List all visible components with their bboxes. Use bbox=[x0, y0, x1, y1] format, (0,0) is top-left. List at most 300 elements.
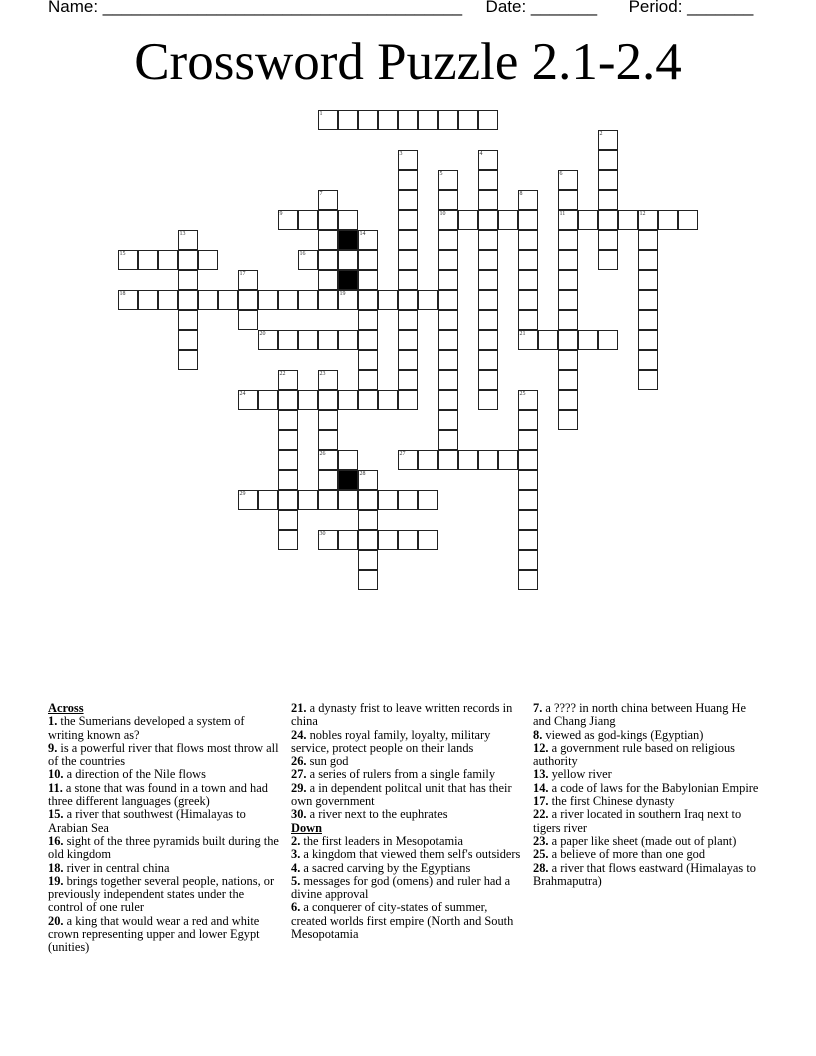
grid-cell[interactable] bbox=[478, 250, 498, 270]
clue-down-5 bbox=[291, 875, 523, 902]
grid-cell[interactable] bbox=[318, 370, 338, 390]
grid-cell[interactable] bbox=[278, 490, 298, 510]
clue-number: 8. bbox=[533, 727, 543, 742]
grid-cell[interactable] bbox=[378, 290, 398, 310]
clue-across-19 bbox=[48, 875, 280, 915]
grid-cell[interactable] bbox=[278, 390, 298, 410]
clue-text: sun god bbox=[306, 754, 349, 769]
grid-cell[interactable] bbox=[518, 510, 538, 530]
clue-number: 9. bbox=[48, 740, 58, 755]
grid-cell[interactable] bbox=[238, 390, 258, 410]
grid-cell[interactable] bbox=[338, 450, 358, 470]
clue-number: 20. bbox=[48, 913, 64, 928]
clue-text: a government rule based on religious authority bbox=[533, 740, 735, 769]
grid-cell[interactable] bbox=[358, 510, 378, 530]
grid-cell[interactable] bbox=[358, 390, 378, 410]
grid-cell[interactable] bbox=[618, 210, 638, 230]
grid-cell[interactable] bbox=[478, 330, 498, 350]
grid-cell[interactable] bbox=[558, 250, 578, 270]
grid-cell[interactable] bbox=[398, 170, 418, 190]
grid-cell[interactable] bbox=[398, 270, 418, 290]
grid-cell[interactable] bbox=[578, 210, 598, 230]
grid-cell[interactable] bbox=[338, 530, 358, 550]
grid-cell[interactable] bbox=[638, 250, 658, 270]
grid-cell[interactable] bbox=[478, 290, 498, 310]
grid-cell[interactable] bbox=[118, 250, 138, 270]
grid-cell[interactable] bbox=[138, 290, 158, 310]
grid-cell[interactable] bbox=[258, 390, 278, 410]
clue-across-26 bbox=[291, 755, 523, 768]
clue-text: sight of the three pyramids built during the old kingdom bbox=[48, 833, 279, 862]
grid-cell[interactable] bbox=[358, 330, 378, 350]
clue-number: 19 bbox=[339, 290, 346, 297]
grid-cell[interactable] bbox=[398, 390, 418, 410]
clue-number: 22 bbox=[279, 370, 286, 377]
grid-cell[interactable] bbox=[278, 370, 298, 390]
clue-number: 7 bbox=[319, 190, 323, 197]
grid-cell[interactable] bbox=[678, 210, 698, 230]
clue-text: a sacred carving by the Egyptians bbox=[300, 860, 471, 875]
black-cell bbox=[338, 230, 358, 250]
grid-cell[interactable] bbox=[438, 450, 458, 470]
clue-text: a kingdom that viewed them self's outsiders bbox=[300, 847, 521, 862]
grid-cell[interactable] bbox=[478, 110, 498, 130]
grid-cell[interactable] bbox=[278, 330, 298, 350]
clue-number: 10. bbox=[48, 767, 64, 782]
grid-cell[interactable] bbox=[318, 390, 338, 410]
clue-number: 26. bbox=[291, 754, 307, 769]
grid-cell[interactable] bbox=[558, 210, 578, 230]
grid-cell[interactable] bbox=[398, 110, 418, 130]
grid-cell[interactable] bbox=[418, 110, 438, 130]
grid-cell[interactable] bbox=[518, 270, 538, 290]
grid-cell[interactable] bbox=[378, 530, 398, 550]
grid-cell[interactable] bbox=[238, 290, 258, 310]
grid-cell[interactable] bbox=[518, 210, 538, 230]
clue-text: a king that would wear a red and white crown representing upper and lower Egypt (unities) bbox=[48, 913, 260, 955]
grid-cell[interactable] bbox=[398, 250, 418, 270]
grid-cell[interactable] bbox=[478, 270, 498, 290]
grid-cell[interactable] bbox=[398, 490, 418, 510]
grid-cell[interactable] bbox=[518, 450, 538, 470]
clue-number: 4 bbox=[479, 150, 483, 157]
grid-cell[interactable] bbox=[538, 330, 558, 350]
clue-number: 3 bbox=[399, 150, 403, 157]
clues-column-3 bbox=[533, 702, 765, 888]
grid-cell[interactable] bbox=[358, 290, 378, 310]
grid-cell[interactable] bbox=[598, 130, 618, 150]
clue-text: a believe of more than one god bbox=[548, 847, 706, 862]
grid-cell[interactable] bbox=[418, 450, 438, 470]
clue-number: 16 bbox=[299, 250, 306, 257]
grid-cell[interactable] bbox=[438, 190, 458, 210]
grid-cell[interactable] bbox=[478, 450, 498, 470]
grid-cell[interactable] bbox=[478, 170, 498, 190]
clue-down-28 bbox=[533, 862, 765, 889]
clues-column-1 bbox=[48, 702, 280, 955]
grid-cell[interactable] bbox=[498, 450, 518, 470]
grid-cell[interactable] bbox=[278, 290, 298, 310]
grid-cell[interactable] bbox=[418, 530, 438, 550]
grid-cell[interactable] bbox=[338, 330, 358, 350]
grid-cell[interactable] bbox=[558, 190, 578, 210]
grid-cell[interactable] bbox=[318, 470, 338, 490]
clue-down-25 bbox=[533, 848, 765, 861]
clue-number: 2 bbox=[599, 130, 603, 137]
grid-cell[interactable] bbox=[478, 150, 498, 170]
clue-number: 23 bbox=[319, 370, 326, 377]
grid-cell[interactable] bbox=[138, 250, 158, 270]
grid-cell[interactable] bbox=[518, 470, 538, 490]
grid-cell[interactable] bbox=[558, 170, 578, 190]
grid-cell[interactable] bbox=[378, 110, 398, 130]
clue-number: 23. bbox=[533, 833, 549, 848]
grid-cell[interactable] bbox=[278, 430, 298, 450]
clue-down-7 bbox=[533, 702, 765, 729]
grid-cell[interactable] bbox=[318, 270, 338, 290]
grid-cell[interactable] bbox=[298, 290, 318, 310]
name-field[interactable]: Name: ______________________________________ bbox=[48, 0, 463, 16]
grid-cell[interactable] bbox=[238, 270, 258, 290]
grid-cell[interactable] bbox=[438, 290, 458, 310]
grid-cell[interactable] bbox=[358, 310, 378, 330]
clue-number: 4. bbox=[291, 860, 301, 875]
grid-cell[interactable] bbox=[158, 250, 178, 270]
grid-cell[interactable] bbox=[418, 490, 438, 510]
grid-cell[interactable] bbox=[338, 290, 358, 310]
clue-text: a river next to the euphrates bbox=[306, 807, 448, 822]
grid-cell[interactable] bbox=[358, 250, 378, 270]
grid-cell[interactable] bbox=[318, 330, 338, 350]
clue-text: river in central china bbox=[63, 860, 170, 875]
grid-cell[interactable] bbox=[178, 270, 198, 290]
grid-cell[interactable] bbox=[638, 290, 658, 310]
grid-cell[interactable] bbox=[418, 290, 438, 310]
grid-cell[interactable] bbox=[458, 210, 478, 230]
grid-cell[interactable] bbox=[518, 430, 538, 450]
grid-cell[interactable] bbox=[598, 330, 618, 350]
grid-cell[interactable] bbox=[518, 290, 538, 310]
clue-text: a code of laws for the Babylonian Empire bbox=[548, 780, 759, 795]
grid-cell[interactable] bbox=[318, 230, 338, 250]
grid-cell[interactable] bbox=[178, 230, 198, 250]
grid-cell[interactable] bbox=[358, 230, 378, 250]
grid-cell[interactable] bbox=[598, 150, 618, 170]
grid-cell[interactable] bbox=[518, 550, 538, 570]
clue-across-21 bbox=[291, 702, 523, 729]
grid-cell[interactable] bbox=[518, 250, 538, 270]
grid-cell[interactable] bbox=[518, 330, 538, 350]
grid-cell[interactable] bbox=[198, 290, 218, 310]
grid-cell[interactable] bbox=[398, 370, 418, 390]
clue-number: 15 bbox=[119, 250, 126, 257]
grid-cell[interactable] bbox=[358, 370, 378, 390]
grid-cell[interactable] bbox=[478, 390, 498, 410]
clue-text: a ???? in north china between Huang He and Chang Jiang bbox=[533, 701, 746, 729]
clue-number: 14. bbox=[533, 780, 549, 795]
grid-cell[interactable] bbox=[258, 490, 278, 510]
grid-cell[interactable] bbox=[638, 330, 658, 350]
grid-cell[interactable] bbox=[558, 350, 578, 370]
clue-number: 24. bbox=[291, 727, 307, 742]
clue-across-30 bbox=[291, 808, 523, 821]
grid-cell[interactable] bbox=[318, 250, 338, 270]
grid-cell[interactable] bbox=[638, 350, 658, 370]
clue-number: 21. bbox=[291, 701, 307, 715]
grid-cell[interactable] bbox=[478, 370, 498, 390]
clue-number: 5. bbox=[291, 873, 301, 888]
black-cell bbox=[338, 270, 358, 290]
clue-down-3 bbox=[291, 848, 523, 861]
grid-cell[interactable] bbox=[658, 210, 678, 230]
clue-down-2 bbox=[291, 835, 523, 848]
grid-cell[interactable] bbox=[278, 510, 298, 530]
grid-cell[interactable] bbox=[318, 530, 338, 550]
grid-cell[interactable] bbox=[378, 490, 398, 510]
clue-across-15 bbox=[48, 808, 280, 835]
clue-text: a river that flows eastward (Himalayas to Brahmaputra) bbox=[533, 860, 756, 888]
grid-cell[interactable] bbox=[378, 390, 398, 410]
grid-cell[interactable] bbox=[558, 310, 578, 330]
clue-number: 8 bbox=[519, 190, 523, 197]
grid-cell[interactable] bbox=[438, 310, 458, 330]
grid-cell[interactable] bbox=[558, 330, 578, 350]
grid-cell[interactable] bbox=[638, 310, 658, 330]
grid-cell[interactable] bbox=[218, 290, 238, 310]
grid-cell[interactable] bbox=[398, 350, 418, 370]
grid-cell[interactable] bbox=[438, 370, 458, 390]
grid-cell[interactable] bbox=[638, 270, 658, 290]
clue-across-10 bbox=[48, 768, 280, 781]
grid-cell[interactable] bbox=[258, 330, 278, 350]
grid-cell[interactable] bbox=[518, 390, 538, 410]
grid-cell[interactable] bbox=[358, 530, 378, 550]
clue-number: 11. bbox=[48, 780, 63, 795]
grid-cell[interactable] bbox=[398, 230, 418, 250]
grid-cell[interactable] bbox=[338, 250, 358, 270]
grid-cell[interactable] bbox=[478, 190, 498, 210]
clue-number: 7. bbox=[533, 701, 543, 715]
grid-cell[interactable] bbox=[478, 350, 498, 370]
grid-cell[interactable] bbox=[438, 410, 458, 430]
grid-cell[interactable] bbox=[198, 250, 218, 270]
grid-cell[interactable] bbox=[518, 230, 538, 250]
grid-cell[interactable] bbox=[478, 230, 498, 250]
grid-cell[interactable] bbox=[298, 210, 318, 230]
grid-cell[interactable] bbox=[478, 210, 498, 230]
grid-cell[interactable] bbox=[178, 290, 198, 310]
clue-number: 13. bbox=[533, 767, 549, 782]
clue-across-1 bbox=[48, 715, 280, 742]
grid-cell[interactable] bbox=[598, 250, 618, 270]
grid-cell[interactable] bbox=[398, 150, 418, 170]
clue-across-16 bbox=[48, 835, 280, 862]
clue-across-9 bbox=[48, 742, 280, 769]
grid-cell[interactable] bbox=[458, 110, 478, 130]
grid-cell[interactable] bbox=[318, 490, 338, 510]
grid-cell[interactable] bbox=[438, 210, 458, 230]
grid-cell[interactable] bbox=[558, 290, 578, 310]
down-heading: Down bbox=[291, 820, 322, 835]
grid-cell[interactable] bbox=[598, 190, 618, 210]
clue-down-17 bbox=[533, 795, 765, 808]
grid-cell[interactable] bbox=[518, 530, 538, 550]
clue-text: viewed as god-kings (Egyptian) bbox=[542, 727, 704, 742]
grid-cell[interactable] bbox=[178, 310, 198, 330]
grid-cell[interactable] bbox=[318, 450, 338, 470]
grid-cell[interactable] bbox=[518, 190, 538, 210]
grid-cell[interactable] bbox=[178, 250, 198, 270]
grid-cell[interactable] bbox=[298, 490, 318, 510]
clue-number: 13 bbox=[179, 230, 186, 237]
grid-cell[interactable] bbox=[318, 190, 338, 210]
clue-number: 22. bbox=[533, 807, 549, 822]
clue-down-12 bbox=[533, 742, 765, 769]
clue-number: 5 bbox=[439, 170, 443, 177]
grid-cell[interactable] bbox=[278, 530, 298, 550]
clue-across-29 bbox=[291, 782, 523, 809]
clue-number: 16. bbox=[48, 833, 64, 848]
clue-number: 9 bbox=[279, 210, 283, 217]
grid-cell[interactable] bbox=[558, 390, 578, 410]
clue-number: 14 bbox=[359, 230, 366, 237]
clue-text: the first leaders in Mesopotamia bbox=[300, 833, 464, 848]
grid-cell[interactable] bbox=[518, 490, 538, 510]
grid-cell[interactable] bbox=[278, 450, 298, 470]
grid-cell[interactable] bbox=[298, 330, 318, 350]
grid-cell[interactable] bbox=[298, 390, 318, 410]
grid-cell[interactable] bbox=[438, 110, 458, 130]
grid-cell[interactable] bbox=[358, 570, 378, 590]
grid-cell[interactable] bbox=[498, 210, 518, 230]
grid-cell[interactable] bbox=[338, 490, 358, 510]
period-field[interactable]: Period: _______ bbox=[628, 0, 754, 16]
grid-cell[interactable] bbox=[298, 250, 318, 270]
grid-cell[interactable] bbox=[638, 370, 658, 390]
grid-cell[interactable] bbox=[438, 330, 458, 350]
clue-text: yellow river bbox=[548, 767, 612, 782]
grid-cell[interactable] bbox=[238, 490, 258, 510]
grid-cell[interactable] bbox=[358, 490, 378, 510]
grid-cell[interactable] bbox=[438, 230, 458, 250]
clue-number: 18 bbox=[119, 290, 126, 297]
clue-text: a in dependent politcal unit that has their own government bbox=[291, 780, 512, 809]
grid-cell[interactable] bbox=[318, 210, 338, 230]
grid-cell[interactable] bbox=[358, 550, 378, 570]
grid-cell[interactable] bbox=[238, 310, 258, 330]
grid-cell[interactable] bbox=[518, 310, 538, 330]
grid-cell[interactable] bbox=[558, 410, 578, 430]
grid-cell[interactable] bbox=[158, 290, 178, 310]
clue-number: 30 bbox=[319, 530, 326, 537]
clue-number: 25. bbox=[533, 847, 549, 862]
clue-text: is a powerful river that flows most throw all of the countries bbox=[48, 740, 279, 769]
grid-cell[interactable] bbox=[178, 350, 198, 370]
grid-cell[interactable] bbox=[438, 350, 458, 370]
grid-cell[interactable] bbox=[398, 190, 418, 210]
grid-cell[interactable] bbox=[398, 530, 418, 550]
grid-cell[interactable] bbox=[438, 250, 458, 270]
date-field[interactable]: Date: _______ bbox=[485, 0, 598, 16]
clue-number: 2. bbox=[291, 833, 301, 848]
clue-number: 17 bbox=[239, 270, 246, 277]
clue-number: 29 bbox=[239, 490, 246, 497]
clue-across-18 bbox=[48, 862, 280, 875]
grid-cell[interactable] bbox=[278, 410, 298, 430]
grid-cell[interactable] bbox=[558, 230, 578, 250]
grid-cell[interactable] bbox=[398, 450, 418, 470]
grid-cell[interactable] bbox=[398, 210, 418, 230]
grid-cell[interactable] bbox=[118, 290, 138, 310]
clue-text: a dynasty frist to leave written records in china bbox=[291, 701, 513, 729]
grid-cell[interactable] bbox=[558, 270, 578, 290]
clue-number: 20 bbox=[259, 330, 266, 337]
grid-cell[interactable] bbox=[598, 210, 618, 230]
grid-cell[interactable] bbox=[358, 270, 378, 290]
grid-cell[interactable] bbox=[458, 450, 478, 470]
clue-text: a series of rulers from a single family bbox=[306, 767, 496, 782]
grid-cell[interactable] bbox=[638, 230, 658, 250]
grid-cell[interactable] bbox=[278, 210, 298, 230]
clue-number: 1 bbox=[319, 110, 323, 117]
grid-cell[interactable] bbox=[478, 310, 498, 330]
clue-number: 12 bbox=[639, 210, 646, 217]
clue-number: 17. bbox=[533, 794, 549, 809]
clue-number: 6 bbox=[559, 170, 563, 177]
clue-down-14 bbox=[533, 782, 765, 795]
grid-cell[interactable] bbox=[398, 330, 418, 350]
grid-cell[interactable] bbox=[278, 470, 298, 490]
grid-cell[interactable] bbox=[518, 570, 538, 590]
clue-down-6 bbox=[291, 901, 523, 941]
grid-cell[interactable] bbox=[438, 270, 458, 290]
grid-cell[interactable] bbox=[398, 310, 418, 330]
grid-cell[interactable] bbox=[318, 410, 338, 430]
grid-cell[interactable] bbox=[598, 170, 618, 190]
grid-cell[interactable] bbox=[318, 110, 338, 130]
grid-cell[interactable] bbox=[598, 230, 618, 250]
clue-number: 12. bbox=[533, 740, 549, 755]
clue-down-23 bbox=[533, 835, 765, 848]
grid-cell[interactable] bbox=[338, 390, 358, 410]
clue-across-11 bbox=[48, 782, 280, 809]
grid-cell[interactable] bbox=[358, 350, 378, 370]
grid-cell[interactable] bbox=[398, 290, 418, 310]
grid-cell[interactable] bbox=[438, 390, 458, 410]
clue-number: 18. bbox=[48, 860, 64, 875]
grid-cell[interactable] bbox=[338, 210, 358, 230]
grid-cell[interactable] bbox=[318, 430, 338, 450]
grid-cell[interactable] bbox=[438, 170, 458, 190]
grid-cell[interactable] bbox=[178, 330, 198, 350]
grid-cell[interactable] bbox=[338, 110, 358, 130]
grid-cell[interactable] bbox=[358, 470, 378, 490]
clue-text: nobles royal family, loyalty, military service, protect people on their lands bbox=[291, 727, 491, 755]
grid-cell[interactable] bbox=[518, 410, 538, 430]
grid-cell[interactable] bbox=[638, 210, 658, 230]
grid-cell[interactable] bbox=[438, 430, 458, 450]
grid-cell[interactable] bbox=[318, 290, 338, 310]
clue-number: 27 bbox=[399, 450, 406, 457]
grid-cell[interactable] bbox=[558, 370, 578, 390]
black-cell bbox=[338, 470, 358, 490]
clue-text: the first Chinese dynasty bbox=[548, 794, 675, 809]
grid-cell[interactable] bbox=[358, 110, 378, 130]
clue-text: a paper like sheet (made out of plant) bbox=[548, 833, 737, 848]
grid-cell[interactable] bbox=[258, 290, 278, 310]
grid-cell[interactable] bbox=[578, 330, 598, 350]
clue-text: a river that southwest (Himalayas to Arabian Sea bbox=[48, 807, 246, 835]
